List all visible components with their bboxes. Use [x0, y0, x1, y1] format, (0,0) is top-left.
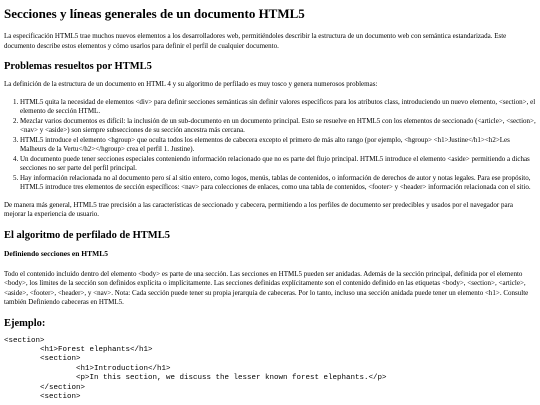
page-title: Secciones y líneas generales de un documento HTML5 [4, 6, 305, 21]
problems-heading: Problemas resueltos por HTML5 [4, 61, 152, 72]
algorithm-body: Todo el contenido incluido dentro del elemento <body> es parte de una sección. Las secciones en HTML5 pueden ser anidadas. Además de la sección principal, definida por el elemento <body>, los límites de la sección son definidos explícita o implícitamente. Las secciones definidas explícitamente son el contenido definido en las etiquetas <body>, <section>, <article>, <aside>, <footer>, <header>, y <nav>. Nota: Cada sección puede tener su propia jerarquía de cabeceras. Por lo tanto, incluso una sección anidada puede tener un elemento <h1>. Consulte también Definiendo cabeceras en HTML5. [4, 269, 529, 306]
code-example [4, 337, 536, 403]
problems-lead: La definición de la estructura de un documento en HTML 4 y su algoritmo de perfilado es muy tosco y genera numerosos problemas: [4, 80, 378, 88]
list-item: 5. Hay información relacionada no al documento pero sí al sitio entero, como logos, menús, tablas de contenidos, o información de derechos de autor y notas legales. Para ese propósito, HTML5 introduce tres elementos de sección específicos: <nav> para colecciones de enlaces, como una tabla de contenidos, <footer> y <header> información relacionada con el sitio. [20, 174, 536, 193]
code-line: <section> [4, 355, 81, 364]
code-line: <p>In this section, we discuss the lesser known forest elephants.</p> [4, 374, 387, 383]
code-line: <section> [4, 336, 45, 345]
intro-paragraph: La especificación HTML5 trae muchos nuevos elementos a los desarrolladores web, permitiéndoles describir la estructura de un documento web con semántica estandarizada. Este documento describe estos elementos y cómo usarlos para definir el perfil de cualquier documento. [4, 32, 507, 50]
list-item: 4. Un documento puede tener secciones especiales conteniendo información relacionado que no es parte del flujo principal. HTML5 introduce el elemento <aside> permitiendo a dichas secciones no ser parte del perfil principal. [20, 155, 536, 174]
list-item: 1. HTML5 quita la necesidad de elementos <div> para definir secciones semánticas sin definir valores específicos para los atributos class, introduciendo un nuevo elemento, <section>, el elemento de sección HTML. [20, 98, 536, 117]
list-item: 3. HTML5 introduce el elemento <hgroup> que oculta todos los elementos de cabecera excepto el primero de más alto rango (por ejemplo, <hgroup> <h1>Justine</h1><h2>Les Malheurs de la Vertu</h2></hgroup> crea el perfil 1. Justine). [20, 136, 536, 155]
code-line: <h1>Introduction</h1> [4, 364, 171, 373]
code-line: <section> [4, 392, 81, 401]
algorithm-heading: El algoritmo de perfilado de HTML5 [4, 229, 170, 241]
problems-closing: De manera más general, HTML5 trae precisión a las características de seccionado y cabecera, permitiendo a los perfiles de documento ser predecibles y usados por el navegador para mejorar la experiencia de usuario. [4, 200, 514, 218]
list-item: 2. Mezclar varios documentos es difícil: la inclusión de un sub-documento en un documento principal. Esto se resuelve en HTML5 con los elementos de seccionado (<article>, <section>, <nav> y <aside>) son siempre subsecciones de su sección ancestra más cercana. [20, 117, 536, 136]
code-line: </section> [4, 383, 86, 392]
example-heading: Ejemplo: [4, 317, 46, 329]
code-line: <h1>Forest elephants</h1> [4, 345, 153, 354]
problems-list [4, 98, 536, 193]
defining-sections-subheading: Definiendo secciones en HTML5 [4, 248, 108, 258]
